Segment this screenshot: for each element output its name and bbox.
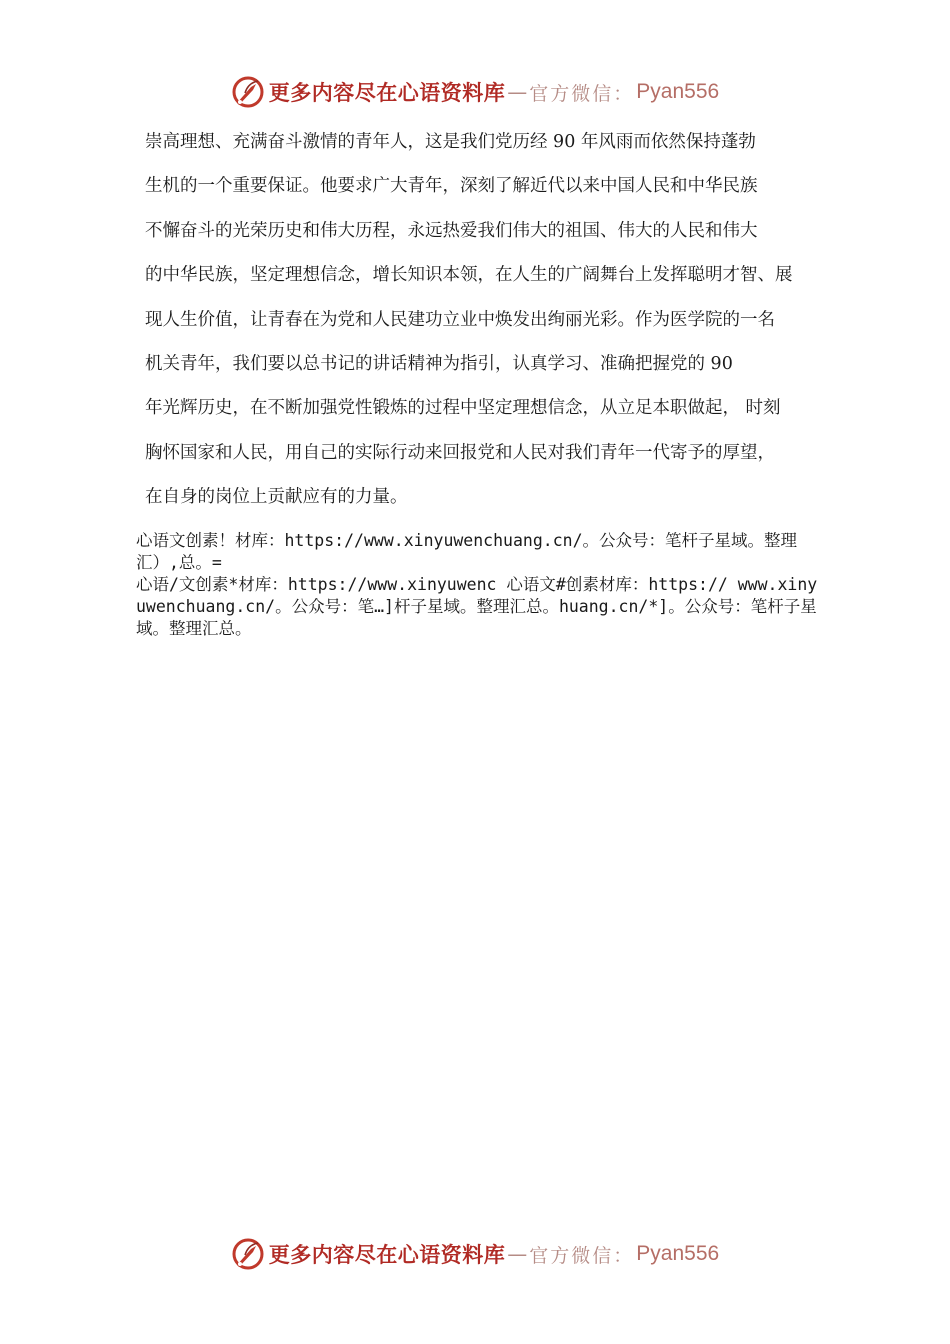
banner-dash: — [507,80,528,104]
banner-sub-text: 官方微信： [529,82,635,105]
body-line: 现人生价值，让青春在为党和人民建功立业中焕发出绚丽光彩。作为医学院的一名 [145,309,775,330]
banner-main-text: 更多内容尽在心语资料库 [268,1242,506,1267]
body-line: 在自身的岗位上贡献应有的力量。 [145,487,408,508]
body-line: 不懈奋斗的光荣历史和伟大历程，永远热爱我们伟大的祖国、伟大的人民和伟大 [145,220,758,241]
body-line: 胸怀国家和人民，用自己的实际行动来回报党和人民对我们青年一代寄予的厚望， [145,442,775,463]
pen-logo-icon [231,1237,265,1271]
footer-note: 心语/文创素*材库：https://www.xinyuwenc 心语文#创素材库：https:// www.xinyuwenchuang.cn/。公众号：笔…]杆子星域。整理汇总。huang.cn/*]。公众号：笔杆子星域。整理汇总。 [136,575,818,638]
body-line: 机关青年，我们要以总书记的讲话精神为指引，认真学习、准确把握党的 90 [145,353,733,374]
body-line: 的中华民族，坚定理想信念，增长知识本领，在人生的广阔舞台上发挥聪明才智、展 [145,265,793,286]
banner-wechat-id: Pyan556 [636,80,720,103]
footer-banner [0,1232,950,1276]
header-banner [0,70,950,114]
banner-wechat-id: Pyan556 [636,1242,720,1265]
banner-main-text: 更多内容尽在心语资料库 [268,80,506,105]
body-line: 年光辉历史，在不断加强党性锻炼的过程中坚定理想信念，从立足本职做起， 时刻 [145,398,781,419]
body-line: 崇高理想、充满奋斗激情的青年人，这是我们党历经 90 年风雨而依然保持蓬勃 [145,132,756,152]
pen-logo-icon [231,75,265,109]
banner-sub-text: 官方微信： [529,1244,635,1267]
banner-dash: — [507,1242,528,1266]
body-paragraph [145,126,815,526]
body-line: 生机的一个重要保证。他要求广大青年，深刻了解近代以来中国人民和中华民族 [145,176,758,197]
footer-note: 心语文创素！材库：https://www.xinyuwenchuang.cn/。公众号：笔杆子星域。整理汇）,总。= [136,531,798,572]
footer-notes [136,530,826,640]
